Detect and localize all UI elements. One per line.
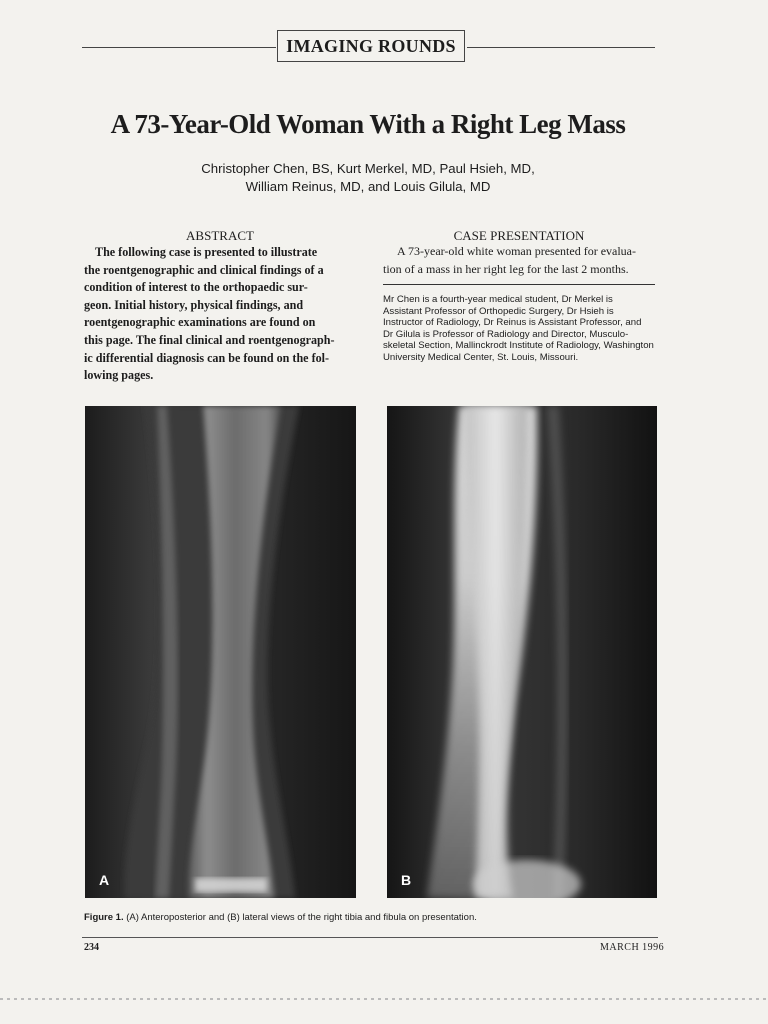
affiliation-line: University Medical Center, St. Louis, Missouri. (383, 351, 579, 363)
issue-date: MARCH 1996 (600, 942, 665, 953)
article-title: A 73-Year-Old Woman With a Right Leg Mass (110, 109, 626, 139)
abstract-line: roentgenographic examinations are found on (84, 315, 316, 330)
page-number: 234 (84, 942, 99, 953)
case-presentation-text (383, 242, 657, 278)
author-list (0, 160, 736, 196)
abstract-line: The following case is presented to illustrate (95, 245, 318, 259)
affiliation-line: Dr Gilula is Professor of Radiology and Director, Musculo- (383, 328, 629, 340)
figure-caption-label: Figure 1. (84, 912, 124, 923)
abstract-line: ic differential diagnosis can be found on the fol- (84, 350, 330, 365)
abstract-line: lowing pages. (84, 368, 154, 383)
page-edge-marks (0, 998, 768, 1000)
affiliation-line: skeletal Section, Mallinckrodt Institute of Radiology, Washington (383, 340, 654, 352)
figure-caption (84, 912, 664, 923)
affiliation-divider (383, 284, 655, 285)
affiliation-line: Assistant Professor of Orthopedic Surgery, Dr Hsieh is (383, 305, 614, 317)
affiliation-line: Mr Chen is a fourth-year medical student, Dr Merkel is (383, 294, 613, 305)
abstract-line: the roentgenographic and clinical findings of a (84, 262, 324, 277)
xray-panel-a (85, 406, 356, 898)
xray-image-lateral (387, 406, 657, 898)
panel-label-a: A (99, 872, 110, 888)
header-rule-left (82, 47, 276, 48)
case-line: A 73-year-old white woman presented for evalua- (397, 244, 637, 258)
case-line: tion of a mass in her right leg for the last 2 months. (383, 262, 629, 276)
xray-image-anteroposterior (85, 406, 356, 898)
footer-rule (82, 937, 658, 938)
panel-label-b: B (401, 872, 412, 888)
header-rule-right (467, 47, 655, 48)
xray-panel-b (387, 406, 657, 898)
case-presentation-heading: CASE PRESENTATION (453, 228, 585, 243)
author-line: Christopher Chen, BS, Kurt Merkel, MD, Paul Hsieh, MD, (201, 161, 535, 176)
abstract-text (84, 244, 356, 385)
abstract-heading: ABSTRACT (186, 228, 254, 243)
abstract-line: this page. The final clinical and roentgenograph- (84, 332, 335, 347)
abstract-line: geon. Initial history, physical findings, and (84, 297, 304, 312)
affiliation-line: Instructor of Radiology, Dr Reinus is Assistant Professor, and (383, 317, 642, 329)
figure-caption-text: (A) Anteroposterior and (B) lateral views of the right tibia and fibula on presentation. (126, 912, 477, 923)
abstract-line: condition of interest to the orthopaedic sur- (84, 280, 308, 295)
author-affiliations (383, 294, 657, 364)
author-line: William Reinus, MD, and Louis Gilula, MD (245, 179, 491, 194)
section-title: IMAGING ROUNDS (277, 30, 465, 62)
